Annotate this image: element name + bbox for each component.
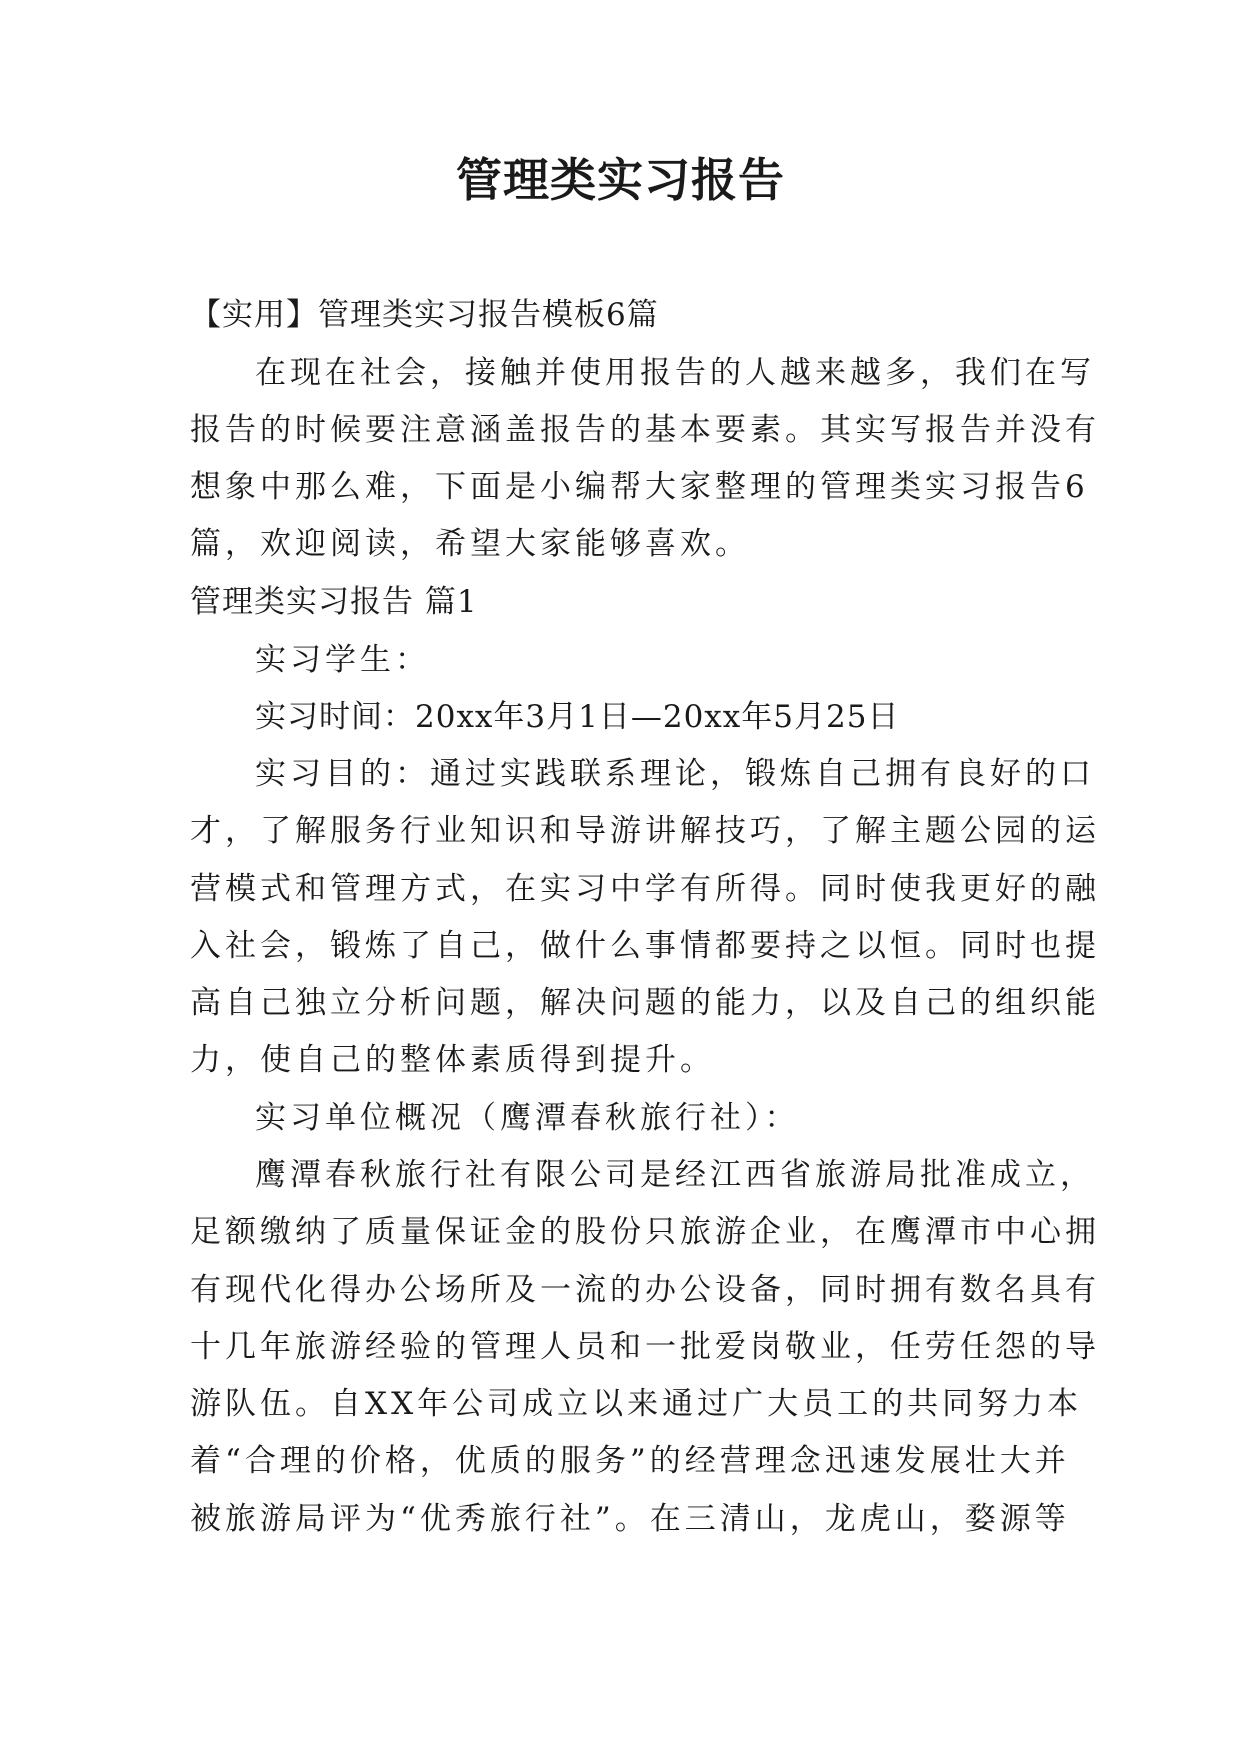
paragraph-line: 入社会，锻炼了自己，做什么事情都要持之以恒。同时也提 bbox=[190, 928, 1100, 964]
paragraph-line: 足额缴纳了质量保证金的股份只旅游企业，在鹰潭市中心拥 bbox=[190, 1214, 1100, 1250]
paragraph-line: 实习时间：20xx年3月1日—20xx年5月25日 bbox=[255, 699, 900, 735]
paragraph-line: 高自己独立分析问题，解决问题的能力，以及自己的组织能 bbox=[190, 985, 1100, 1021]
paragraph-line: 实习目的：通过实践联系理论，锻炼自己拥有良好的口 bbox=[255, 756, 1095, 792]
paragraph-line: 在现在社会，接触并使用报告的人越来越多，我们在写 bbox=[255, 355, 1095, 391]
paragraph-line: 十几年旅游经验的管理人员和一批爱岗敬业，任劳任怨的导 bbox=[190, 1329, 1100, 1365]
paragraph-line: 营模式和管理方式，在实习中学有所得。同时使我更好的融 bbox=[190, 871, 1100, 907]
document-title: 管理类实习报告 bbox=[456, 153, 785, 207]
subtitle-line: 【实用】管理类实习报告模板6篇 bbox=[190, 297, 659, 333]
paragraph-line: 游队伍。自XX年公司成立以来通过广大员工的共同努力本 bbox=[190, 1386, 1083, 1422]
paragraph-line: 才，了解服务行业知识和导游讲解技巧，了解主题公园的运 bbox=[190, 813, 1100, 849]
paragraph-line: 力，使自己的整体素质得到提升。 bbox=[190, 1042, 715, 1078]
paragraph-line: 篇，欢迎阅读，希望大家能够喜欢。 bbox=[190, 526, 750, 562]
section-heading: 管理类实习报告 篇1 bbox=[190, 584, 478, 620]
paragraph-line: 实习学生： bbox=[255, 642, 430, 678]
paragraph-line: 鹰潭春秋旅行社有限公司是经江西省旅游局批准成立， bbox=[255, 1157, 1095, 1193]
paragraph-line: 实习单位概况（鹰潭春秋旅行社）： bbox=[255, 1100, 800, 1136]
paragraph-line: 报告的时候要注意涵盖报告的基本要素。其实写报告并没有 bbox=[190, 412, 1100, 448]
paragraph-line: 有现代化得办公场所及一流的办公设备，同时拥有数名具有 bbox=[190, 1272, 1100, 1308]
paragraph-line: 被旅游局评为“优秀旅行社”。在三清山，龙虎山，婺源等 bbox=[190, 1501, 1070, 1537]
paragraph-line: 着“合理的价格，优质的服务”的经营理念迅速发展壮大并 bbox=[190, 1443, 1070, 1479]
paragraph-line: 想象中那么难，下面是小编帮大家整理的管理类实习报告6 bbox=[190, 469, 1089, 505]
